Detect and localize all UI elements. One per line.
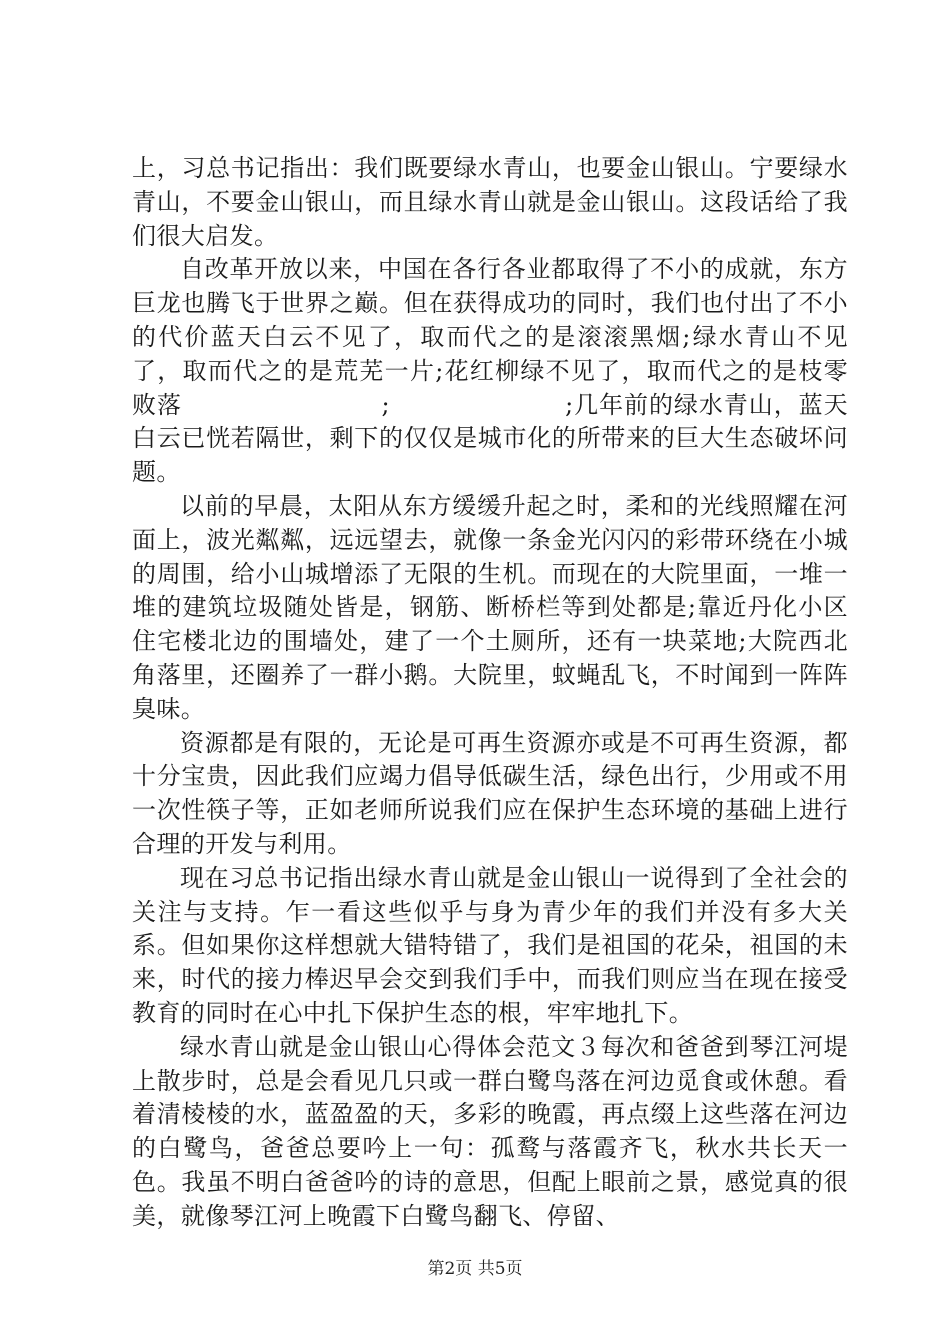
paragraph: 绿水青山就是金山银山心得体会范文３每次和爸爸到琴江河堤上散步时，总是会看见几只或一群白鹭鸟落在河边觅食或休憩。看着清棱棱的水，蓝盈盈的天，多彩的晚霞，再点缀上这些落在河边的白鹭鸟，爸爸总要吟上一句：孤鹜与落霞齐飞，秋水共长天一色。我虽不明白爸爸吟的诗的意思，但配上眼前之景，感觉真的很美，就像琴江河上晚霞下白鹭鸟翻飞、停留、	[132, 1032, 848, 1230]
page-number: 第2页 共5页	[427, 1259, 523, 1279]
page-footer	[0, 1254, 950, 1279]
paragraph: 资源都是有限的，无论是可再生资源亦或是不可再生资源，都十分宝贵，因此我们应竭力倡导低碳生活，绿色出行，少用或不用一次性筷子等，正如老师所说我们应在保护生态环境的基础上进行合理的开发与利用。	[132, 728, 848, 858]
paragraph: 自改革开放以来，中国在各行各业都取得了不小的成就，东方巨龙也腾飞于世界之巅。但在获得成功的同时，我们也付出了不小的代价蓝天白云不见了，取而代之的是滚滚黑烟;绿水青山不见了，取而代之的是荒芜一片;花红柳绿不见了，取而代之的是枝零败落 ; ;几年前的绿水青山，蓝天白云已恍若隔世，剩下的仅仅是城市化的所带来的巨大生态破坏问题。	[132, 255, 848, 487]
paragraph: 现在习总书记指出绿水青山就是金山银山一说得到了全社会的关注与支持。乍一看这些似乎与身为青少年的我们并没有多大关系。但如果你这样想就大错特错了，我们是祖国的花朵，祖国的未来，时代的接力棒迟早会交到我们手中，而我们则应当在现在接受教育的同时在心中扎下保护生态的根，牢牢地扎下。	[132, 863, 848, 1027]
paragraph: 上，习总书记指出：我们既要绿水青山，也要金山银山。宁要绿水青山，不要金山银山，而且绿水青山就是金山银山。这段话给了我们很大启发。	[132, 154, 848, 250]
document-body	[132, 152, 848, 1234]
paragraph: 以前的早晨，太阳从东方缓缓升起之时，柔和的光线照耀在河面上，波光粼粼，远远望去，就像一条金光闪闪的彩带环绕在小城的周围，给小山城增添了无限的生机。而现在的大院里面，一堆一堆的建筑垃圾随处皆是，钢筋、断桥栏等到处都是;靠近丹化小区住宅楼北边的围墙处，建了一个土厕所，还有一块菜地;大院西北角落里，还圈养了一群小鹅。大院里，蚊蝇乱飞，不时闻到一阵阵臭味。	[132, 491, 848, 723]
